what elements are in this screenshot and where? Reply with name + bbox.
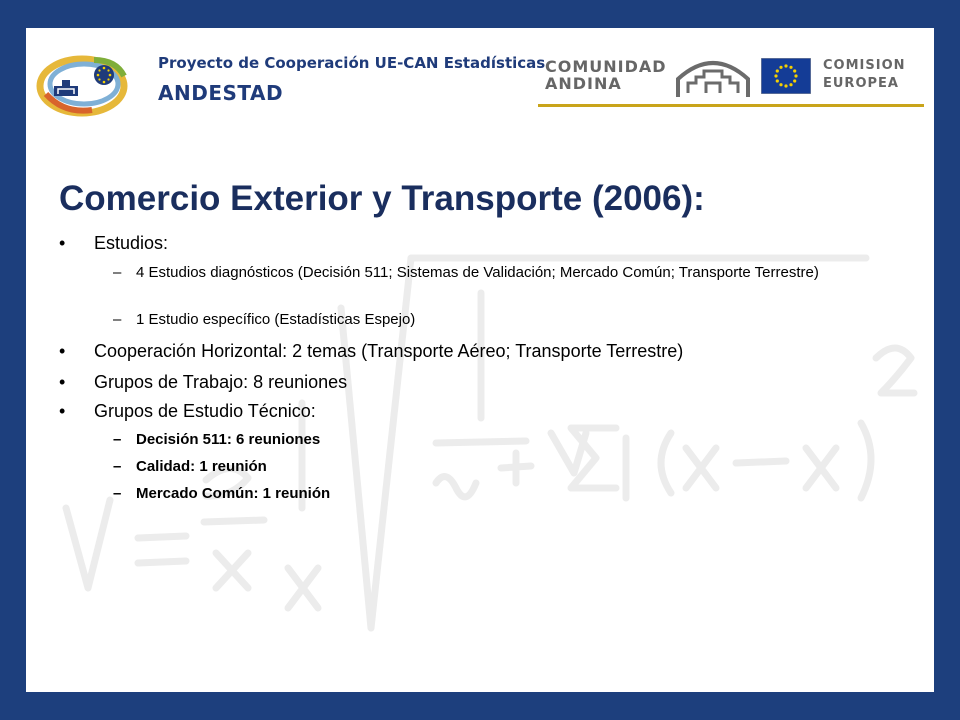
sub-item-text: Calidad: 1 reunión: [136, 458, 267, 475]
bullet-text: Grupos de Trabajo: 8 reuniones: [94, 372, 348, 392]
sub-item-text: 4 Estudios diagnósticos (Decisión 511; Sistemas de Validación; Mercado Común; Transporte Terrestre): [136, 264, 819, 281]
sub-item-text: 1 Estudio específico (Estadísticas Espejo): [136, 311, 416, 328]
comision-europea-line1: COMISION: [823, 58, 906, 73]
dash-icon: –: [113, 264, 122, 281]
slide-title: Comercio Exterior y Transporte (2006):: [59, 179, 705, 218]
comunidad-andina-line1: COMUNIDAD: [545, 57, 667, 76]
comunidad-andina-line2: ANDINA: [545, 74, 622, 93]
sub-item-text: Decisión 511: 6 reuniones: [136, 431, 321, 448]
bullet-icon: •: [59, 401, 66, 421]
project-name: ANDESTAD: [158, 81, 284, 105]
bullet-text: Estudios:: [94, 233, 169, 253]
slide-content: [26, 28, 934, 692]
bullet-text: Cooperación Horizontal: 2 temas (Transporte Aéreo; Transporte Terrestre): [94, 341, 684, 361]
dash-icon: –: [113, 311, 122, 328]
dash-icon: –: [113, 431, 122, 448]
bullet-text: Grupos de Estudio Técnico:: [94, 401, 316, 421]
bullet-icon: •: [59, 233, 66, 253]
dash-icon: –: [113, 485, 122, 502]
bullet-icon: •: [59, 341, 66, 361]
sub-item-text: Mercado Común: 1 reunión: [136, 485, 331, 502]
project-title: Proyecto de Cooperación UE-CAN Estadísticas: [158, 54, 546, 72]
bullet-icon: •: [59, 372, 66, 392]
slide: [26, 28, 934, 692]
dash-icon: –: [113, 458, 122, 475]
comision-europea-line2: EUROPEA: [823, 76, 899, 91]
